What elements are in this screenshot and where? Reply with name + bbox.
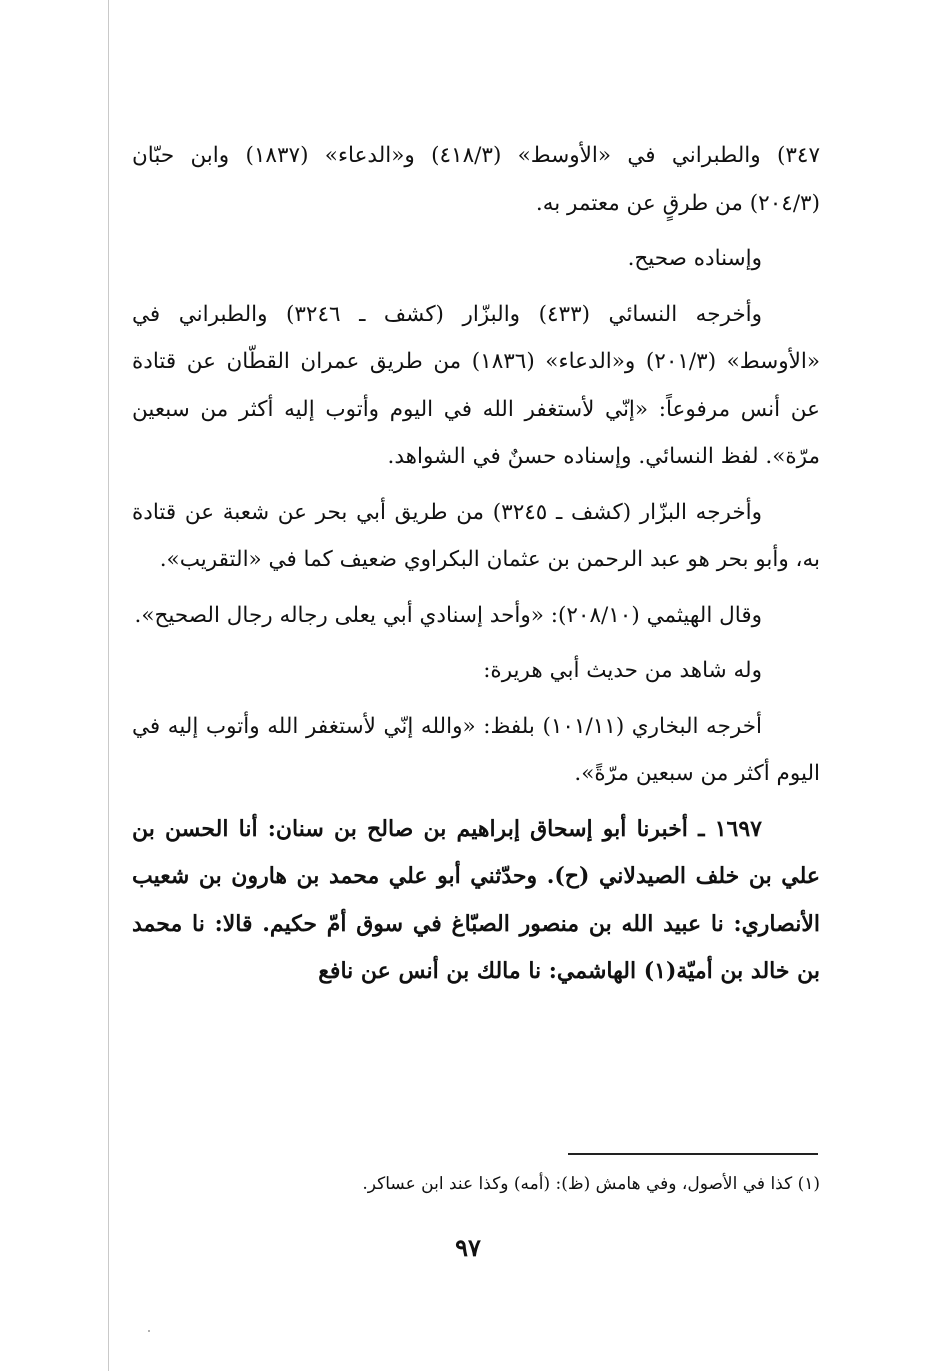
paragraph-nasai-takhrij: وأخرجه النسائي (٤٣٣) والبزّار (كشف ـ ٣٢٤٦) والطبراني في «الأوسط» (٢٠١/٣) و«الدعاء» (١٨٣٦) من طريق عمران القطّان عن قتادة عن أنس مرفوعاً: «إنّي لأستغفر الله في اليوم وأتوب إليه أكثر من سبعين مرّة». لفظ النسائي. وإسناده حسنٌ في الشواهد.: [132, 301, 821, 469]
page-margin-line: [108, 0, 109, 1371]
scan-speck: [148, 1330, 150, 1332]
main-text: [132, 132, 820, 1004]
footnote-1: (١) كذا في الأصول، وفي هامش (ظ): (أمه) وكذا عند ابن عساكر.: [362, 1174, 820, 1194]
paragraph-takhrij-continuation: ٣٤٧) والطبراني في «الأوسط» (٤١٨/٣) و«الدعاء» (١٨٣٧) وابن حبّان (٢٠٤/٣) من طرقٍ عن معتمر به.: [132, 143, 820, 216]
page-number: ٩٧: [455, 1233, 481, 1262]
paragraph-haythami-quote: وقال الهيثمي (٢٠٨/١٠): «وأحد إسنادي أبي يعلى رجاله رجال الصحيح».: [134, 602, 762, 628]
paragraph-isnad-sahih: وإسناده صحيح.: [627, 246, 762, 271]
paragraph-shahid-heading: وله شاهد من حديث أبي هريرة:: [483, 658, 762, 683]
footnote-separator: [568, 1153, 818, 1155]
paragraph-bazzar-takhrij: وأخرجه البزّار (كشف ـ ٣٢٤٥) من طريق أبي بحر عن شعبة عن قتادة به، وأبو بحر هو عبد الرحمن بن عثمان البكراوي ضعيف كما في «التقريب».: [132, 499, 820, 572]
hadith-1697-isnad: ١٦٩٧ ـ أخبرنا أبو إسحاق إبراهيم بن صالح بن سنان: أنا الحسن بن علي بن خلف الصيدلاني (ح). وحدّثني أبو علي محمد بن هارون بن شعيب الأنصاري: نا عبيد الله بن منصور الصبّاغ في سوق أمّ حكيم. قالا: نا محمد بن خالد بن أميّة(١) الهاشمي: نا مالك بن أنس عن نافع: [132, 815, 820, 984]
paragraph-bukhari-takhrij: أخرجه البخاري (١٠١/١١) بلفظ: «والله إنّي لأستغفر الله وأتوب إليه في اليوم أكثر من سبعين مرّةً».: [132, 713, 820, 786]
